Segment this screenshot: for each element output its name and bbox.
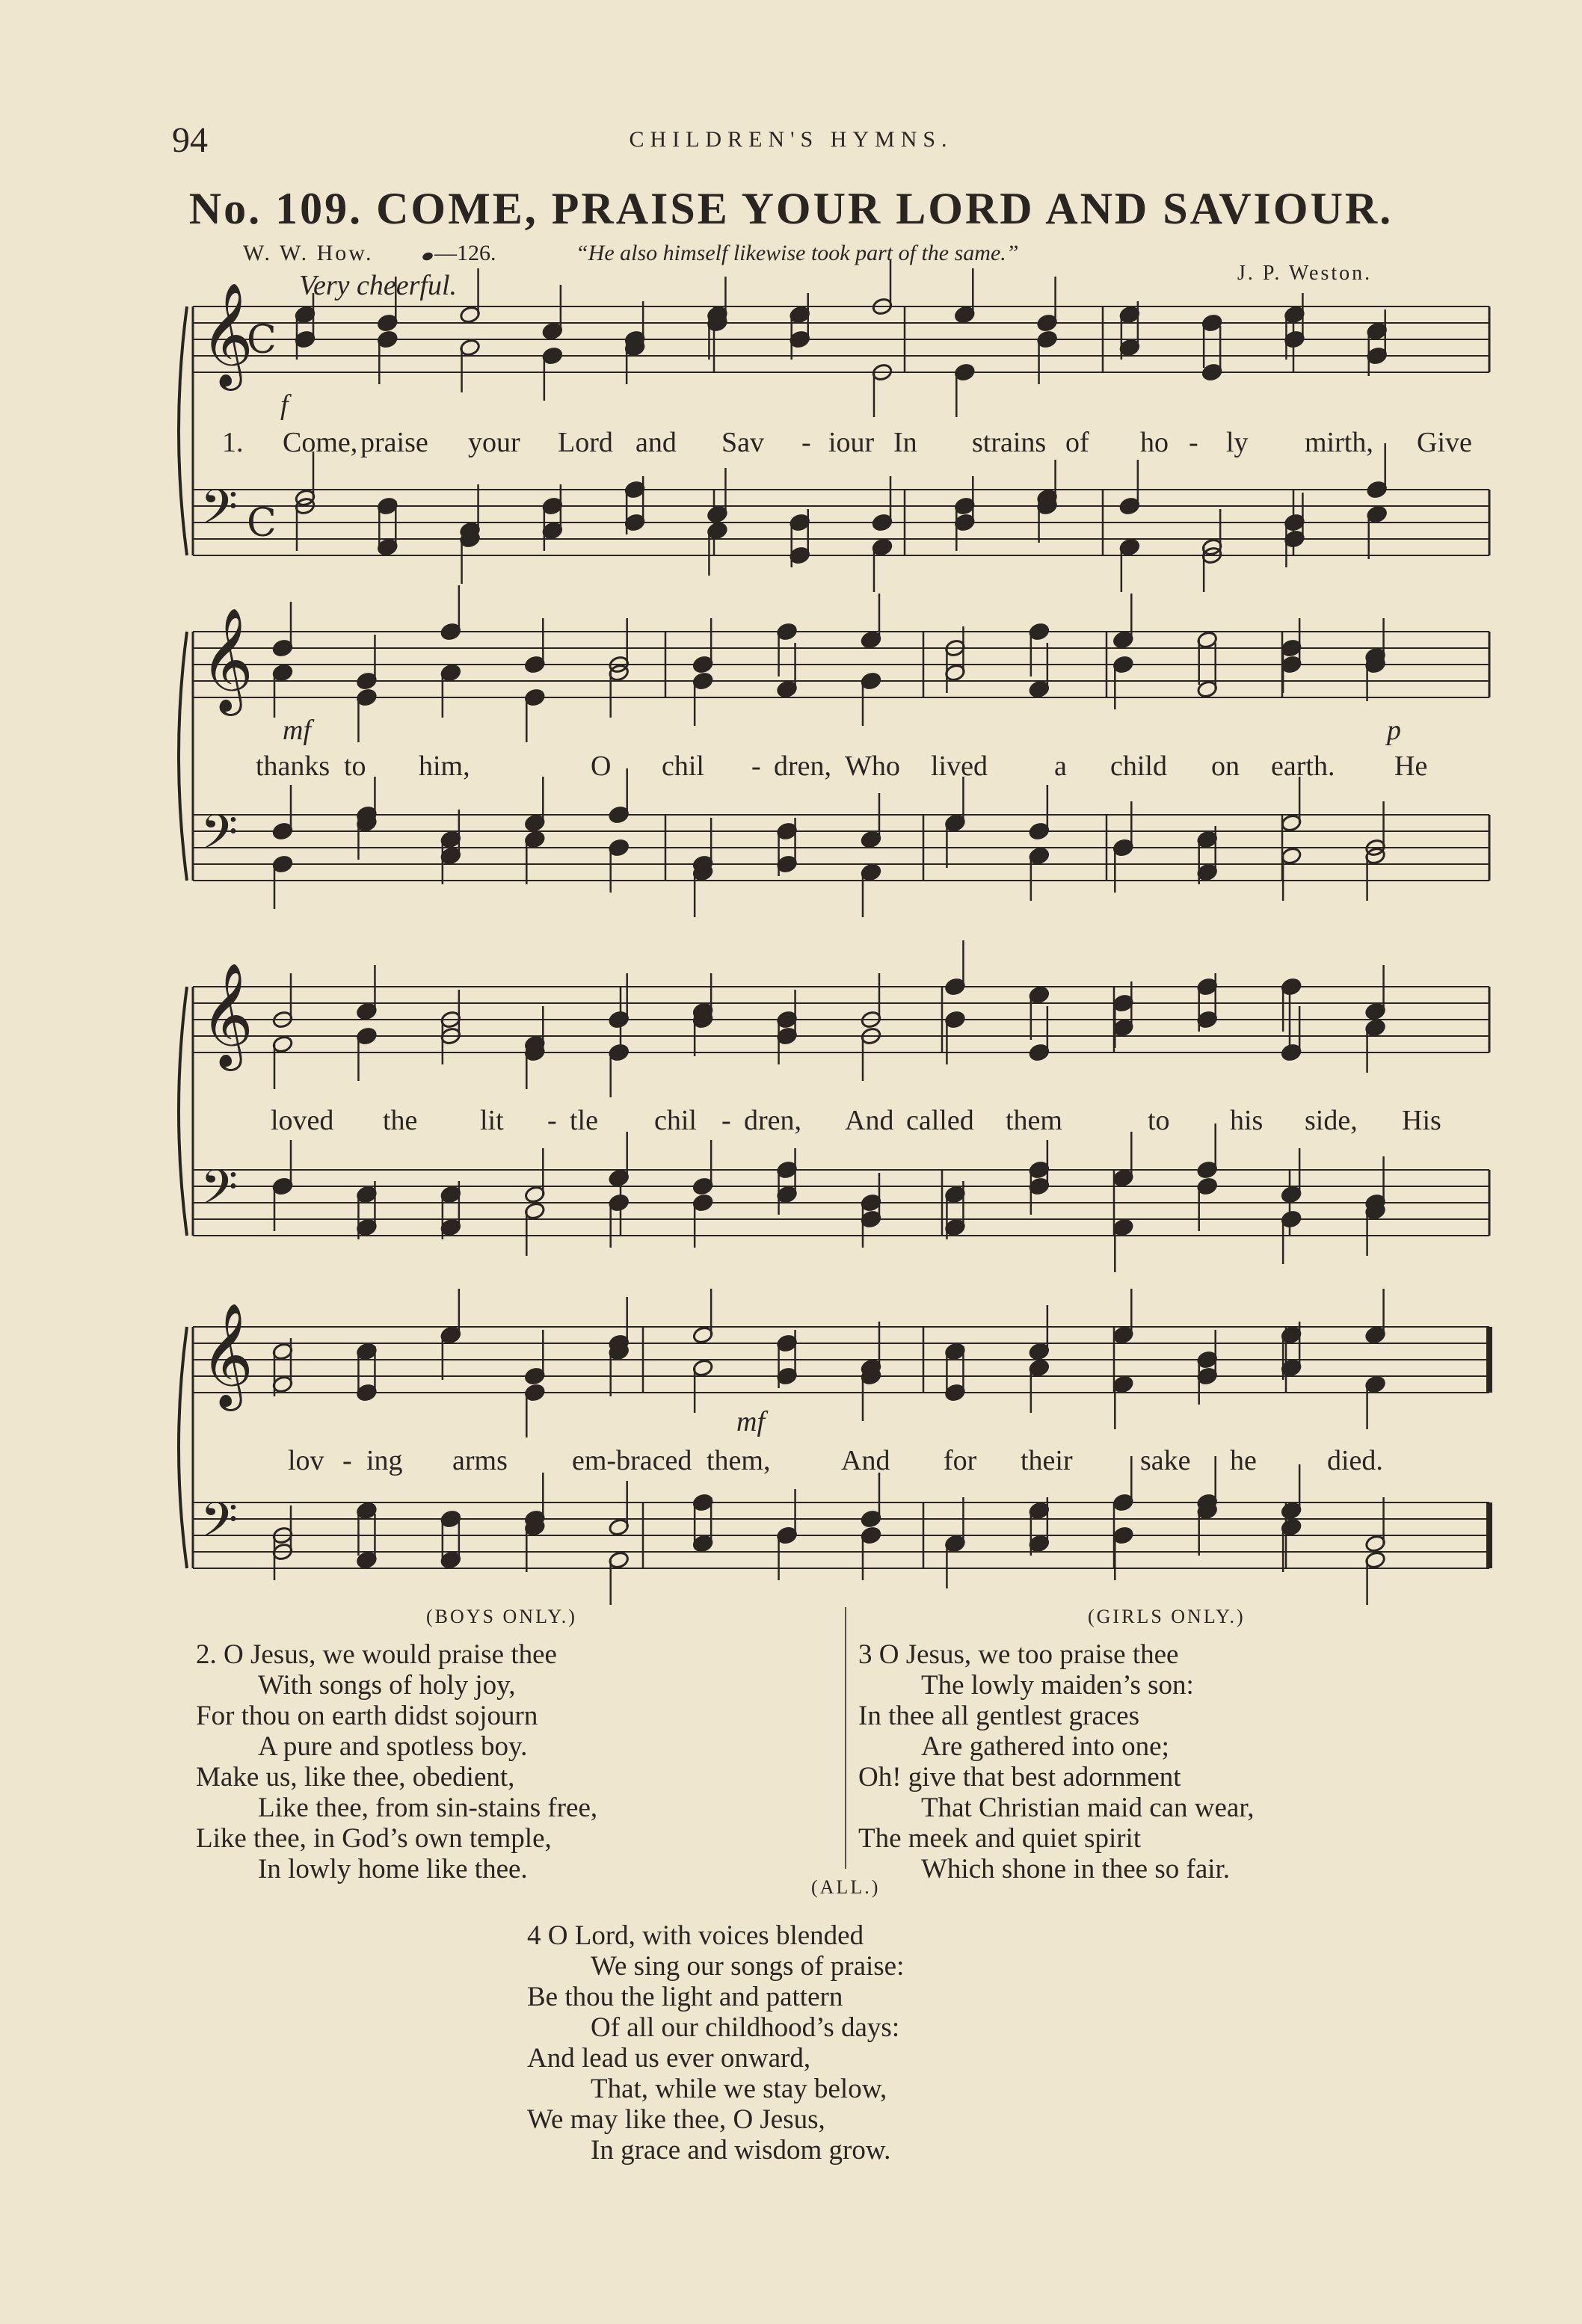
lyric-syllable: - — [801, 427, 811, 458]
hymn-title: No. 109. COME, PRAISE YOUR LORD AND SAVIOUR. — [188, 184, 1394, 233]
verse-line: 2. O Jesus, we would praise thee — [196, 1639, 557, 1670]
lyric-syllable: lov — [288, 1445, 324, 1476]
lyric-syllable: dren, — [774, 750, 832, 782]
lyric-syllable: side, — [1305, 1105, 1358, 1136]
lyric-syllable: your — [468, 427, 520, 458]
verse-line: That, while we stay below, — [591, 2074, 887, 2104]
verse-line: Which shone in thee so fair. — [921, 1854, 1231, 1884]
lyric-syllable: O — [591, 750, 612, 782]
lyric-syllable: a — [1054, 750, 1067, 782]
girls-only-label: (GIRLS ONLY.) — [1088, 1606, 1246, 1627]
verse-line: With songs of holy joy, — [258, 1670, 516, 1701]
lyric-syllable: - — [1189, 427, 1198, 458]
lyric-syllable: loved — [271, 1105, 334, 1136]
lyric-syllable: And — [845, 1105, 894, 1136]
lyric-syllable: of — [1065, 427, 1089, 458]
lyric-syllable: Give — [1417, 427, 1472, 458]
verse-line: For thou on earth didst sojourn — [196, 1701, 538, 1731]
boys-only-label: (BOYS ONLY.) — [426, 1606, 577, 1627]
verse-line: Of all our childhood’s days: — [591, 2012, 900, 2043]
lyric-syllable: and — [635, 427, 677, 458]
verse-line: The meek and quiet spirit — [858, 1823, 1142, 1854]
verse-line: 4 O Lord, with voices blended — [527, 1920, 864, 1951]
lyric-syllable: 1. — [222, 427, 244, 458]
common-time-icon: C — [247, 501, 277, 546]
verse-divider — [845, 1607, 846, 1869]
verse-line: Like thee, from sin-stains free, — [258, 1793, 598, 1823]
lyric-syllable: them, — [707, 1445, 771, 1476]
lyric-syllable: their — [1021, 1445, 1073, 1476]
verse-line: In lowly home like thee. — [258, 1854, 528, 1884]
lyric-syllable: In — [893, 427, 917, 458]
system-brace — [179, 1327, 187, 1568]
verse-line: A pure and spotless boy. — [258, 1731, 528, 1762]
system-brace — [179, 306, 187, 555]
verse-line: Are gathered into one; — [921, 1731, 1169, 1762]
verse-line: Make us, like thee, obedient, — [196, 1762, 515, 1793]
lyric-syllable: dren, — [744, 1105, 802, 1136]
lyric-syllable: Sav — [721, 427, 764, 458]
verse-line: 3 O Jesus, we too praise thee — [858, 1639, 1179, 1670]
lyric-syllable: ing — [366, 1445, 403, 1476]
lyric-syllable: chil — [662, 750, 704, 782]
hymn-author: W. W. How. — [243, 241, 374, 265]
hymn-composer: J. P. Weston. — [1237, 262, 1373, 285]
lyric-syllable: chil — [654, 1105, 697, 1136]
lyric-syllable: Lord — [558, 427, 613, 458]
page-number: 94 — [172, 120, 208, 160]
lyric-syllable: praise — [360, 427, 428, 458]
lyric-syllable: And — [841, 1445, 890, 1476]
verse-line: Like thee, in God’s own temple, — [196, 1823, 552, 1854]
lyric-syllable: - — [721, 1105, 731, 1136]
lyric-syllable: earth. — [1271, 750, 1335, 782]
verse-line: The lowly maiden’s son: — [921, 1670, 1194, 1701]
running-title: CHILDREN'S HYMNS. — [629, 127, 953, 152]
lyric-syllable: - — [751, 750, 761, 782]
dynamic-mark: f — [280, 389, 289, 421]
bass-clef-icon: 𝄢 — [200, 480, 238, 547]
lyric-syllable: He — [1394, 750, 1428, 782]
lyric-syllable: his — [1230, 1105, 1264, 1136]
verse-line: We sing our songs of praise: — [591, 1951, 905, 1982]
lyric-syllable: on — [1211, 750, 1240, 782]
lyric-syllable: child — [1110, 750, 1167, 782]
all-label: (ALL.) — [811, 1876, 881, 1898]
bass-clef-icon: 𝄢 — [200, 1493, 238, 1560]
lyric-syllable: Who — [845, 750, 900, 782]
lyric-syllable: em-braced — [572, 1445, 692, 1476]
lyric-syllable: - — [342, 1445, 352, 1476]
common-time-icon: C — [247, 318, 277, 363]
lyric-syllable: - — [547, 1105, 557, 1136]
lyric-syllable: mirth, — [1305, 427, 1373, 458]
lyric-syllable: ly — [1226, 427, 1249, 458]
bass-clef-icon: 𝄢 — [200, 805, 238, 872]
system-brace — [179, 632, 187, 881]
verse-line: We may like thee, O Jesus, — [527, 2104, 825, 2135]
dynamic-mark: mf — [736, 1406, 765, 1437]
lyric-syllable: lit — [480, 1105, 504, 1136]
lyric-syllable: Come, — [283, 427, 358, 458]
verse-line: In thee all gentlest graces — [858, 1701, 1139, 1731]
lyric-syllable: tle — [570, 1105, 598, 1136]
treble-clef-icon: 𝄞 — [200, 608, 253, 712]
hymn-epigraph: “He also himself likewise took part of the same.” — [576, 241, 1019, 265]
dynamic-mark: p — [1387, 715, 1401, 746]
lyric-syllable: them — [1006, 1105, 1062, 1136]
lyric-syllable: for — [944, 1445, 977, 1476]
lyric-syllable: the — [383, 1105, 418, 1136]
lyric-syllable: sake — [1140, 1445, 1191, 1476]
lyric-syllable: lived — [931, 750, 988, 782]
verse-line: That Christian maid can wear, — [921, 1793, 1255, 1823]
lyric-syllable: to — [1148, 1105, 1170, 1136]
lyric-syllable: called — [906, 1105, 974, 1136]
bass-clef-icon: 𝄢 — [200, 1160, 238, 1227]
tempo-marking: Very cheerful. — [299, 270, 458, 301]
metronome-value: —126. — [434, 241, 496, 265]
lyric-syllable: died. — [1327, 1445, 1383, 1476]
lyric-syllable: him, — [419, 750, 470, 782]
system-brace — [179, 987, 187, 1236]
lyric-syllable: His — [1402, 1105, 1441, 1136]
verse-line: Oh! give that best adornment — [858, 1762, 1181, 1793]
lyric-syllable: ho — [1140, 427, 1169, 458]
dynamic-mark: mf — [283, 715, 311, 746]
lyric-syllable: thanks — [256, 750, 330, 782]
treble-clef-icon: 𝄞 — [200, 963, 253, 1067]
lyric-syllable: he — [1230, 1445, 1257, 1476]
lyric-syllable: iour — [828, 427, 875, 458]
lyric-syllable: to — [344, 750, 366, 782]
verse-line: Be thou the light and pattern — [527, 1982, 843, 2012]
verse-line: And lead us ever onward, — [527, 2043, 811, 2074]
treble-clef-icon: 𝄞 — [200, 283, 253, 386]
lyric-syllable: strains — [972, 427, 1047, 458]
verse-line: In grace and wisdom grow. — [591, 2135, 891, 2166]
lyric-syllable: arms — [452, 1445, 508, 1476]
treble-clef-icon: 𝄞 — [200, 1303, 253, 1407]
